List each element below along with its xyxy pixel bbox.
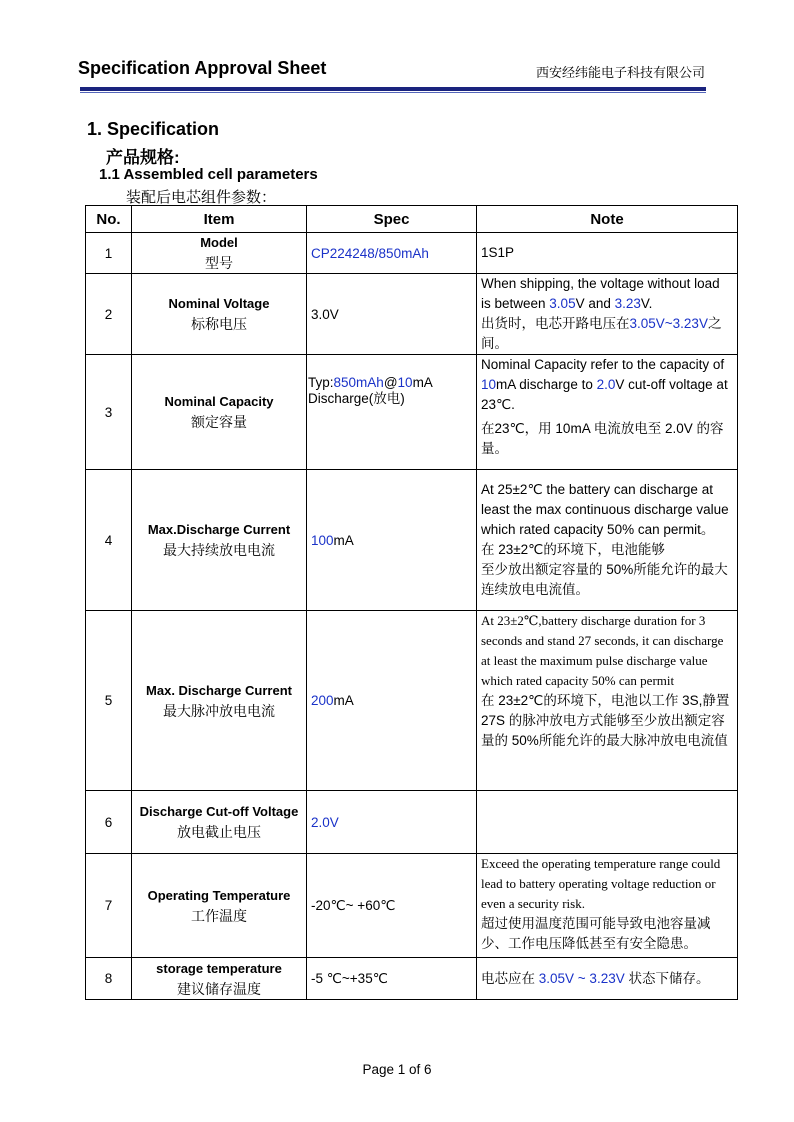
item-name-en: Model: [200, 235, 238, 250]
header-no: No.: [86, 206, 132, 233]
item-cell: [132, 470, 307, 611]
spec-value: 2.0V: [307, 791, 477, 854]
page-number: Page 1 of 6: [362, 1062, 432, 1077]
note-text: At 25±2℃ the battery can discharge at least the max continuous discharge value which rated capacity 50% can permit。: [481, 482, 729, 537]
item-name-cn: 放电截止电压: [177, 824, 261, 840]
note-value: 10: [481, 377, 497, 392]
spec-value: CP224248/850mAh: [307, 233, 477, 274]
note-value: 3.05: [549, 296, 576, 311]
spec-text: mA: [412, 375, 433, 390]
spec-text: Typ:: [308, 375, 334, 390]
spec-value: [307, 470, 477, 611]
note-text: When shipping, the voltage without load is between: [481, 276, 720, 311]
note-text-cn: 状态下储存。: [624, 970, 710, 986]
table-row: [86, 791, 738, 854]
note-text-cn: 之间。: [481, 316, 722, 351]
note-text-cn: 在23℃，用 10mA 电流放电至 2.0V 的容量。: [481, 421, 724, 456]
table-row: [86, 611, 738, 791]
row-number: 6: [86, 791, 132, 854]
note-text-cn: 电芯应在: [481, 970, 539, 986]
header-spec: Spec: [307, 206, 477, 233]
note-text: V.: [640, 296, 653, 311]
table-row: [86, 355, 738, 470]
note-cell: 1S1P: [477, 233, 738, 274]
spec-number: 10: [397, 375, 413, 390]
note-cell: [477, 274, 738, 355]
note-cell: [477, 355, 738, 470]
spec-table: [85, 205, 738, 1000]
note-text-cn: 出货时，电芯开路电压在: [481, 316, 630, 331]
row-number: 4: [86, 470, 132, 611]
company-name: 西安经纬能电子科技有限公司: [536, 66, 706, 81]
item-name-cn: 额定容量: [191, 414, 247, 430]
spec-unit: mA: [333, 532, 354, 548]
header-rule-thin: [80, 92, 706, 93]
table-header-row: [86, 206, 738, 233]
item-cell: [132, 791, 307, 854]
subsection-title: 1.1 Assembled cell parameters: [99, 166, 318, 183]
section-title-cn: 产品规格:: [106, 148, 180, 167]
note-text: V cut-off voltage at 23℃.: [481, 377, 728, 412]
item-name-cn: 工作温度: [191, 907, 247, 924]
spec-number: 850mAh: [333, 375, 384, 390]
item-cell: [132, 355, 307, 470]
note-text: At 23±2℃,battery discharge duration for 3 seconds and stand 27 seconds, it can discharge at least the maximum pulse discharge value which rated capacity 50% can permit: [481, 613, 724, 688]
note-value: 3.05V ~ 3.23V: [538, 970, 625, 986]
document-title: Specification Approval Sheet: [78, 58, 327, 78]
item-name-cn: 最大脉冲放电电流: [163, 702, 275, 719]
spec-number: 100: [311, 532, 334, 548]
note-text: Nominal Capacity refer to the capacity of: [481, 357, 725, 372]
spec-value: [307, 355, 477, 470]
row-number: 7: [86, 854, 132, 958]
row-number: 8: [86, 958, 132, 1000]
spec-text: Discharge(放电): [308, 391, 405, 406]
note-text-cn: 至少放出额定容量的 50%所能允许的最大连续放电电流值。: [481, 562, 728, 597]
item-cell: [132, 233, 307, 274]
item-name-en: Operating Temperature: [147, 887, 291, 903]
note-cell: [477, 854, 738, 958]
table-row: [86, 470, 738, 611]
note-value: 2.0: [596, 377, 616, 392]
item-name-cn: 型号: [205, 255, 233, 271]
spec-unit: mA: [333, 693, 354, 708]
item-cell: [132, 274, 307, 355]
row-number: 2: [86, 274, 132, 355]
spec-value: -20℃~ +60℃: [307, 854, 477, 958]
subsection-title-cn: 装配后电芯组件参数：: [126, 189, 277, 206]
note-text: V and: [575, 296, 615, 311]
row-number: 3: [86, 355, 132, 470]
item-cell: [132, 958, 307, 1000]
note-value: 3.05V~3.23V: [629, 316, 708, 331]
note-text-cn: 超过使用温度范围可能导致电池容量减少、工作电压降低甚至有安全隐患。: [481, 916, 711, 951]
spec-value: -5 ℃~+35℃: [307, 958, 477, 1000]
note-text: Exceed the operating temperature range could lead to battery operating voltage reduction or even a security risk.: [481, 856, 721, 911]
section-title: 1. Specification: [87, 119, 220, 139]
item-cell: [132, 854, 307, 958]
header-rule: [80, 87, 706, 91]
note-cell: [477, 958, 738, 1000]
item-name-cn: 建议储存温度: [177, 980, 261, 997]
table-row: [86, 958, 738, 1000]
item-name-en: Nominal Capacity: [164, 394, 274, 409]
row-number: 1: [86, 233, 132, 274]
row-number: 5: [86, 611, 132, 791]
note-text-cn: 在 23±2℃的环境下，电池能够: [481, 542, 665, 557]
table-row: [86, 274, 738, 355]
note-cell: [477, 791, 738, 854]
item-name-cn: 标称电压: [191, 316, 247, 332]
header-item: Item: [132, 206, 307, 233]
item-name-en: Max. Discharge Current: [146, 682, 292, 698]
table-row: [86, 233, 738, 274]
item-cell: [132, 611, 307, 791]
item-name-en: Max.Discharge Current: [147, 522, 291, 537]
item-name-cn: 最大持续放电电流: [163, 542, 275, 558]
item-name-en: Nominal Voltage: [168, 296, 270, 311]
header-note: Note: [477, 206, 738, 233]
spec-value: [307, 611, 477, 791]
table-row: [86, 854, 738, 958]
note-text: mA discharge to: [496, 377, 597, 392]
item-name-en: Discharge Cut-off Voltage: [139, 804, 299, 819]
note-text-cn: 在 23±2℃的环境下，电池以工作 3S,静置 27S 的脉冲放电方式能够至少放出额定容量的 50%所能允许的最大脉冲放电电流值: [481, 693, 730, 748]
spec-text: @: [383, 375, 398, 390]
item-name-en: storage temperature: [156, 960, 282, 976]
note-cell: [477, 611, 738, 791]
spec-number: 200: [311, 693, 334, 708]
note-value: 3.23: [614, 296, 641, 311]
spec-value: 3.0V: [307, 274, 477, 355]
note-cell: [477, 470, 738, 611]
